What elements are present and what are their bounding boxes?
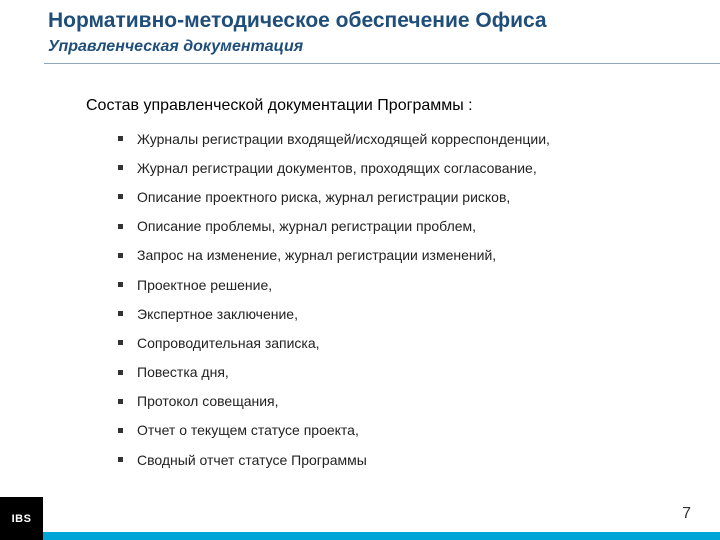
square-bullet-icon xyxy=(118,370,123,375)
square-bullet-icon xyxy=(118,165,123,170)
square-bullet-icon xyxy=(118,224,123,229)
list-item xyxy=(118,445,708,474)
list-item-text: Описание проблемы, журнал регистрации проблем, xyxy=(137,218,477,235)
square-bullet-icon xyxy=(118,136,123,141)
list-item xyxy=(118,416,708,445)
page-number: 7 xyxy=(682,505,691,522)
list-item xyxy=(118,270,708,299)
list-item-text: Описание проектного риска, журнал регистрации рисков, xyxy=(137,188,511,205)
section-heading: Состав управленческой документации Программы : xyxy=(86,97,473,114)
square-bullet-icon xyxy=(118,399,123,404)
header-divider xyxy=(44,63,720,64)
list-item-text: Экспертное заключение, xyxy=(137,305,298,322)
square-bullet-icon xyxy=(118,311,123,316)
list-item-text: Протокол совещания, xyxy=(137,393,279,410)
list-item xyxy=(118,124,708,153)
footer-accent-bar xyxy=(43,532,720,540)
list-item-text: Журналы регистрации входящей/исходящей корреспонденции, xyxy=(137,130,550,147)
list-item xyxy=(118,182,708,211)
list-item-text: Сопроводительная записка, xyxy=(137,334,320,351)
square-bullet-icon xyxy=(118,282,123,287)
list-item-text: Журнал регистрации документов, проходящих согласование, xyxy=(137,159,537,176)
slide-subtitle: Управленческая документация xyxy=(48,38,304,55)
list-item xyxy=(118,153,708,182)
square-bullet-icon xyxy=(118,340,123,345)
list-item xyxy=(118,241,708,270)
square-bullet-icon xyxy=(118,253,123,258)
list-item-text: Отчет о текущем статусе проекта, xyxy=(137,422,359,439)
list-item-text: Сводный отчет статусе Программы xyxy=(137,451,367,468)
square-bullet-icon xyxy=(118,428,123,433)
square-bullet-icon xyxy=(118,194,123,199)
list-item xyxy=(118,328,708,357)
list-item-text: Запрос на изменение, журнал регистрации изменений, xyxy=(137,247,497,264)
slide-title: Нормативно-методическое обеспечение Офиса xyxy=(48,9,547,32)
document-list xyxy=(118,124,708,474)
list-item xyxy=(118,299,708,328)
list-item xyxy=(118,358,708,387)
list-item xyxy=(118,212,708,241)
list-item-text: Повестка дня, xyxy=(137,364,229,381)
list-item-text: Проектное решение, xyxy=(137,276,273,293)
list-item xyxy=(118,387,708,416)
square-bullet-icon xyxy=(118,457,123,462)
ibs-logo: IBS xyxy=(0,497,43,540)
